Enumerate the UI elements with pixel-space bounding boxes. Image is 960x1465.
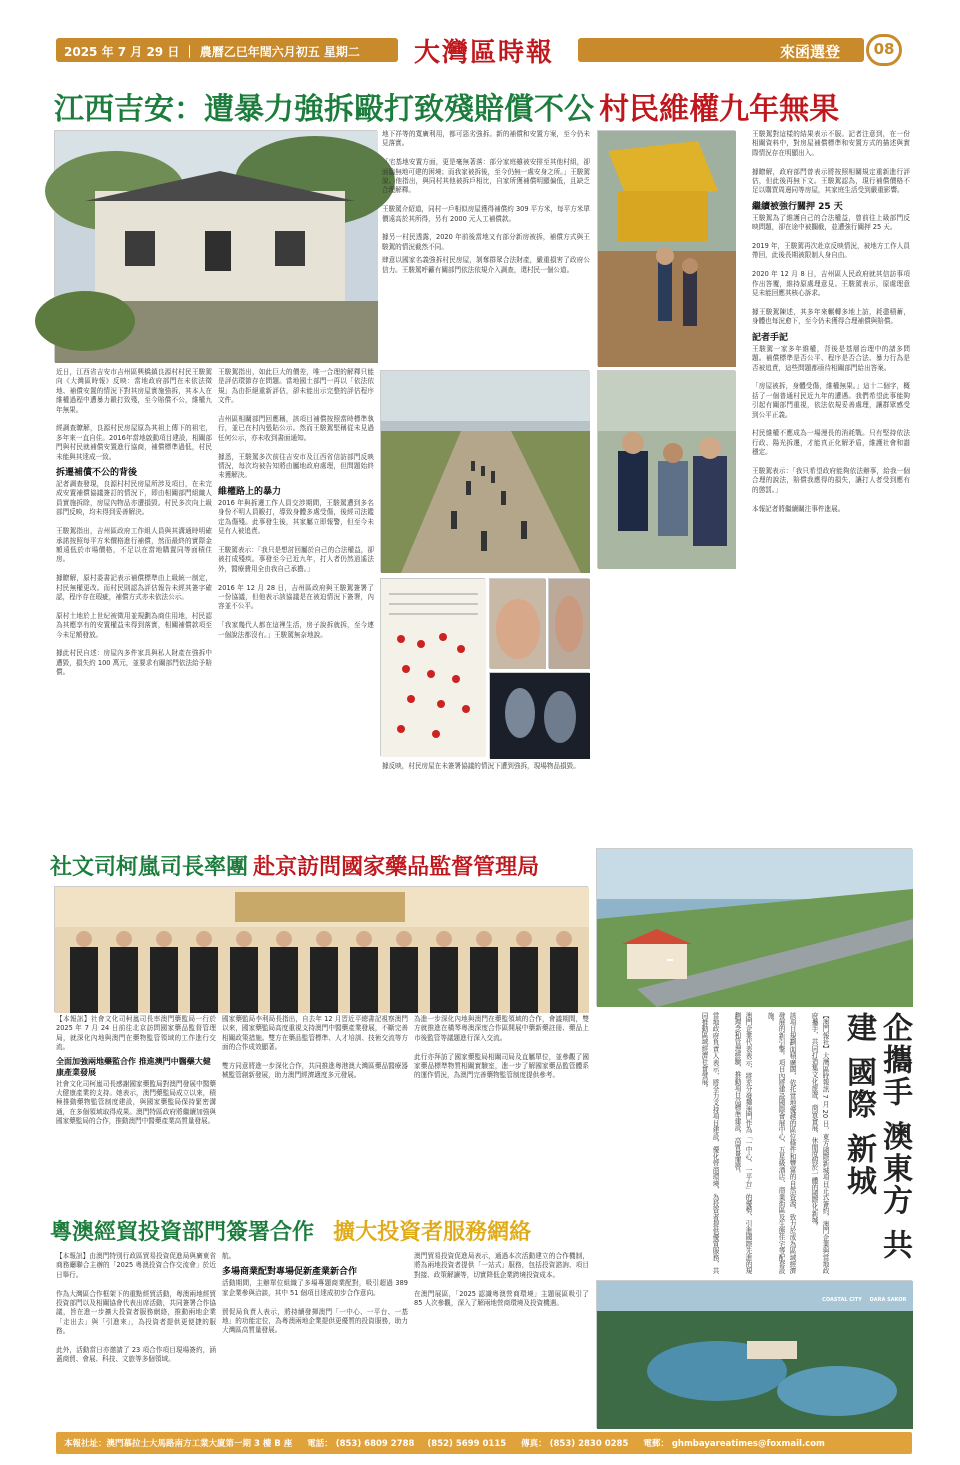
article3-text-1: 【本報訊】由澳門特別行政區貿易投資促進局與廣東省商務廳聯合主辦的「2025 粵澳投資合作交流會」於近日舉行。 作為大灣區合作框架下的重點經貿活動，粵澳兩地經貿投資部門以及相關協會代表出席活動，共同簽署合作協議，旨在進一步擴大投資者服務網絡，推動兩地企業「走出去」與「引進來」，為投資者提供更便捷的服務。 此外，活動當日亦邀請了 23 項合作項目現場簽約，涵蓋商貿、會展、科技、文旅等多個領域。 [56,1252,216,1364]
article1-subhead-4a: 繼續被強行關押 25 天 [752,201,843,212]
article2-subhead: 全面加強兩地藥監合作 推進澳門中醫藥大健康產業發展 [56,1056,211,1077]
article3-headline-b: 擴大投資者服務網絡 [333,1220,532,1245]
page-number: 08 [873,40,895,58]
article3-text-3: 澳門貿易投資促進局表示，通過本次活動建立的合作機制，將為兩地投資者提供「一站式」服務，包括投資諮詢、項目對接、政策解讀等，切實降低企業跨境投資成本。 在澳門展區，「2025 認識粵澳營商環境」主題展區吸引了 85 人次參觀，深入了解兩地營商環境及投資機遇。 [414,1252,589,1308]
article4-text-area [598,1012,830,1274]
article2-headline-pre: 社文司柯嵐司長率團 [50,855,249,880]
masthead [0,0,960,80]
police-crowd-photo [597,370,735,568]
paper-name-logo: 大灣區時報 [413,38,554,68]
article2-column-1 [56,1015,216,1215]
article3-subhead: 多場商業配對專場促新產業新合作 [222,1267,358,1278]
footer-fax: (853) 2830 0285 [549,1439,629,1449]
article1-text-2b: 2016 年與拆遷工作人員交涉期間，王駿駕遭到多名身份不明人員毆打，導致身體多處受傷，後經司法鑑定為傷殘。此事發生後，其家屬立即報警，但至今未見有人被追責。 王駿駕表示：「我只是想討回屬於自己的合法權益，卻被打成殘疾。事發至今已近九年，打人者仍然逍遙法外，醫療費用全由我自己承擔。」 2016 年 12 月 28 日，吉州區政府與王駿駕簽署了一份協議，但他表示該協議是在被迫情況下簽署，內容並不公平。 「我家幾代人都在這裡生活，房子說拆就拆，至今連一個說法都沒有。」王駿駕無奈地說。 [218,498,374,639]
article1-text-3b: 肆意以國家名義強拆村民房屋，剝奪群眾合法財產，嚴重損害了政府公信力。王駿駕呼籲有關部門依法依規介入調查，還村民一個公道。 [382,256,590,274]
footer-email-label: 電郵： [643,1439,669,1449]
injury-photo-2 [548,578,589,668]
article4-body: 【澳門報社】大灣區時報訊 7 月 20 日，東方國際新城項目正式簽約，澳門企業與當地政府攜手，共同打造集文化旅遊、商貿會展、休閒度假於一體的國際化新城。 該項目規劃面積廣闊，依托當地優越的區位條件和豐富的自然資源，致力於成為區域經濟發展的新引擎。項目內將建設國際會展中心、五星級酒店、商業街區及生態住宅等配套設施。 澳門企業代表表示，將充分發揮澳門作為「一中心、一平台」的優勢，引進國際先進的規劃理念和管理經驗，推動項目高標準建設、高質量運營。 當地政府負責人表示，將全力支持項目建設，優化營商環境，為投資者提供優質服務，共同推動區域經濟社會發展。 [700,1012,829,1274]
article3-text-2b: 活動期間，主辦單位組織了多場專題商業配對，吸引超過 389 家企業參與洽談，其中 51 個項目達成初步合作意向。 貿促局負責人表示，將持續發揮澳門「一中心、一平台、一基地」的功能定位，為粵澳兩地企業提供更優質的投資服務，助力大灣區高質量發展。 [222,1279,408,1335]
article3-column-3 [414,1252,589,1427]
article1-text-3: 地下祥等的寬廣利用，都可惡劣強拆。新的補償和安置方案，至今仍未見落實。 「宅基地安置方面，更是毫無著落：部分家庭雖被安排至其他村組，卻面臨無地可建的困境；而我家被拆後，至今仍無一處安身之所。」王駿駕說。他指出，與同村其他被拆戶相比，自家所獲補償明顯偏低，且缺乏合理解釋。 王駿駕介紹道，同村一戶相似房屋獲得補償約 309 平方米，每平方米單價遠高於其所得，另有 2000 元人工補償款。 據另一村民透露，2020 年前後當地又有部分新房被拆，補償方式與王駿駕的情況截然不同。 [382,130,590,251]
article1-column-4 [752,130,910,948]
article2-text-1: 【本報訊】社會文化司柯嵐司長率澳門藥監局一行於 2025 年 7 月 24 日前往北京訪問國家藥品監督管理局，就深化內地與澳門在藥物監管領域的工作進行交流。 [56,1015,216,1052]
injury-photo-1 [489,578,545,668]
footer-tel-label: 電話： [307,1439,333,1449]
article2-headline-post: 赴京訪問國家藥品監督管理局 [253,855,540,880]
article2-text-3: 為進一步深化內地與澳門在藥監領域的合作，會議期間，雙方就推進在橫琴粵澳深度合作區開展中藥新藥註冊、藥品上市後監管等議題進行深入交流。 此行亦拜訪了國家藥監局相關司局及直屬單位，並參觀了國家藥品標準物質相關實驗室，進一步了解國家藥品監管體系的運作情況，為澳門完善藥物監管制度提供參考。 [414,1015,589,1080]
airport-render-photo [596,848,912,1006]
article1-photo-caption [382,762,588,842]
article1-caption-text: 據反映，村民房屋在未簽署協議的情況下遭到強拆，現場物品損毀。 [382,762,580,770]
petition-document-photo [380,578,485,756]
article2-text-1b: 社會文化司柯嵐司長感謝國家藥監局對澳門發展中醫藥大健康產業的支持。她表示，澳門藥監局成立以來，積極推動藥物監管制度建設，與國家藥監局保持緊密溝通，在多個領域取得成果。澳門特區政府將繼續加強與國家藥監局的合作，推動澳門中醫藥產業高質量發展。 [56,1079,216,1126]
article2-column-3 [414,1015,589,1215]
road-crowd-photo [380,370,589,572]
coastal-city-logo: COASTAL CITY [822,1297,862,1303]
article1-text-1b: 記者調查發現，良源村村民房屋所涉及項目，在未完成安置補償協議簽訂的情況下，即由相關部門組織人員實施拆除，房屋內物品亦遭損毀。村民多次向上級部門反映，均未得到妥善解決。 王駿駕指出，吉州區政府工作組人員與其溝通時明確承諾按照每平方米價格進行補償，然而最終的實際金額遠低於市場價格，不足以在當地購置同等面積住房。 據瞭解，原村委書記表示補償標準由上級統一制定，村民無權更改。而村民則認為評估報告未經其簽字確認，程序存在瑕疵，補償方式亦未依法公示。 原村土地於上世紀被徵用並規劃為商住用地，村民認為其應享有的安置權益未得到落實，相關補償款項至今未足額發放。 據此村民自述：房屋內多件家具與私人財產在強拆中遭毀，損失約 100 萬元，並要求有關部門依法給予賠償。 [56,480,212,677]
excavator-photo [597,130,735,366]
article2-column-2 [222,1015,408,1215]
headline-main: 江西吉安：遭暴力強拆毆打致殘賠償不公 [54,92,594,127]
article4-headline: 企攜手 澳東方 共建 國際 新城 [841,1012,912,1261]
article1-text-4: 王駿駕對這樣的結果表示不服。記者注意到，在一份相關資料中，對房屋補償標準和安置方式的描述與實際情況存在明顯出入。 據瞭解，政府部門曾表示將按照相關規定重新進行評估，但此後再無下文。王駿駕認為，現行補償價格不足以購買周邊同等房屋，其家庭生活受到嚴重影響。 [752,130,910,195]
footer-bar [56,1432,912,1454]
article1-text-4b: 王駿駕為了維護自己的合法權益，曾前往上級部門反映問題，卻在途中被攔截，並遭強行關押 25 天。 2019 年，王駿駕再次赴京反映情況，被地方工作人員帶回，此後長期被限制人身自由。 2020 年 12 月 8 日，吉州區人民政府就其信訪事項作出答覆，維持原處理意見。王駿駕表示，原處理意見未能回應其核心訴求。 據王駿駕陳述，其多年來輾轉多地上訪，耗盡積蓄，身體也每況愈下，至今仍未獲得合理補償與賠償。 [752,213,910,326]
delegation-group-photo [54,886,588,1012]
issue-date: 2025 年 7 月 29 日 ｜ 農曆乙巳年閏六月初五 星期二 [64,45,360,59]
footer-email[interactable]: ghmbayareatimes@foxmail.com [671,1439,825,1449]
article1-column-3 [382,130,590,365]
headline-tail: 村民維權九年無果 [599,92,840,127]
article3-headline-a: 粵澳經貿投資部門簽署合作 [50,1220,315,1245]
article2-text-2: 國家藥監局李利局長指出，自去年 12 月習近平總書記視察澳門以來，國家藥監局高度重視支持澳門中醫藥產業發展，不斷完善相關政策措施。雙方在藥品監管標準、人才培訓、技術交流等方面的合作成效顯著。 雙方同意將進一步深化合作，共同推進粵港澳大灣區藥品醫療器械監管創新發展，助力澳門經濟適度多元發展。 [222,1015,408,1080]
article2-headline [50,850,590,884]
village-house-photo [54,130,377,362]
section-name: 來函選登 [780,43,841,61]
article1-text-4c: 王駿駕一家多年維權，背後是基層治理中的諸多問題。補償標準是否公平、程序是否合法、暴力行為是否被追責，這些問題都亟待相關部門給出答案。 「房屋被拆，身體受傷，維權無果。」這十二個字，概括了一個普通村民近九年的遭遇。我們希望此事能夠引起有關部門重視，依法依規妥善處理，讓群眾感受到公平正義。 村民維權不應成為一場漫長的消耗戰。只有堅持依法行政、陽光拆遷，才能真正化解矛盾，維護社會和諧穩定。 王駿駕表示：「我只希望政府能夠依法辦事，給我一個合理的說法，賠償我應得的損失，讓打人者受到應有的懲罰。」 本報記者將繼續關注事件進展。 [752,344,910,513]
article1-subhead-2: 維權路上的暴力 [218,486,282,497]
article1-subhead-1: 拆遷補償不公的背後 [56,468,138,479]
article3-text-2: 航。 [222,1252,236,1260]
article3-headline [50,1215,590,1249]
footer-tel-2: (852) 5699 0115 [427,1439,507,1449]
footer-tel-1: (853) 6809 2788 [335,1439,415,1449]
article1-headline [54,84,914,127]
footer-fax-label: 傳真： [521,1439,547,1449]
article3-column-1 [56,1252,216,1427]
article1-text-2: 王駿駕指出，如此巨大的價差，唯一合理的解釋只能是評估環節存在問題。當地國土部門一再以「依法依規」為由拒絕重新評估，卻未能出示完整的評估程序文件。 吉州區相關部門回應稱，該項目補償按照當時標準執行，並已在村內張貼公示。然而王駿駕堅稱從未見過任何公示，亦未收到書面通知。 據悉，王駿駕多次前往吉安市及江西省信訪部門反映情況，每次均被告知將由屬地政府處理，但問題始終未獲解決。 [218,368,374,480]
article3-column-2 [222,1252,408,1427]
article1-text-1: 近日，江西省吉安市吉州區興橋鎮良源村村民王駿駕向《大灣區時報》反映：當地政府部門在未依法徵地、補償安置的情況下對其房屋實施強拆，其本人在維權過程中遭暴力毆打致殘，至今賠償不公，維權九年無果。 經調查瞭解，良源村民房屋原為其祖上傳下的祖宅，多年來一直自住。2016年當地啟動項目建設，相關部門與村民就補償安置進行協商，補償標準過低，村民未能與其達成一致。 [56,368,212,461]
article1-subhead-4b: 記者手記 [752,332,789,343]
dara-sakor-logo: DARA SAKOR [869,1297,907,1303]
xray-photo [489,672,589,758]
footer-address: 本報社址：澳門慕拉士大馬路南方工業大廈第一期 3 樓 B 座 [64,1439,293,1449]
